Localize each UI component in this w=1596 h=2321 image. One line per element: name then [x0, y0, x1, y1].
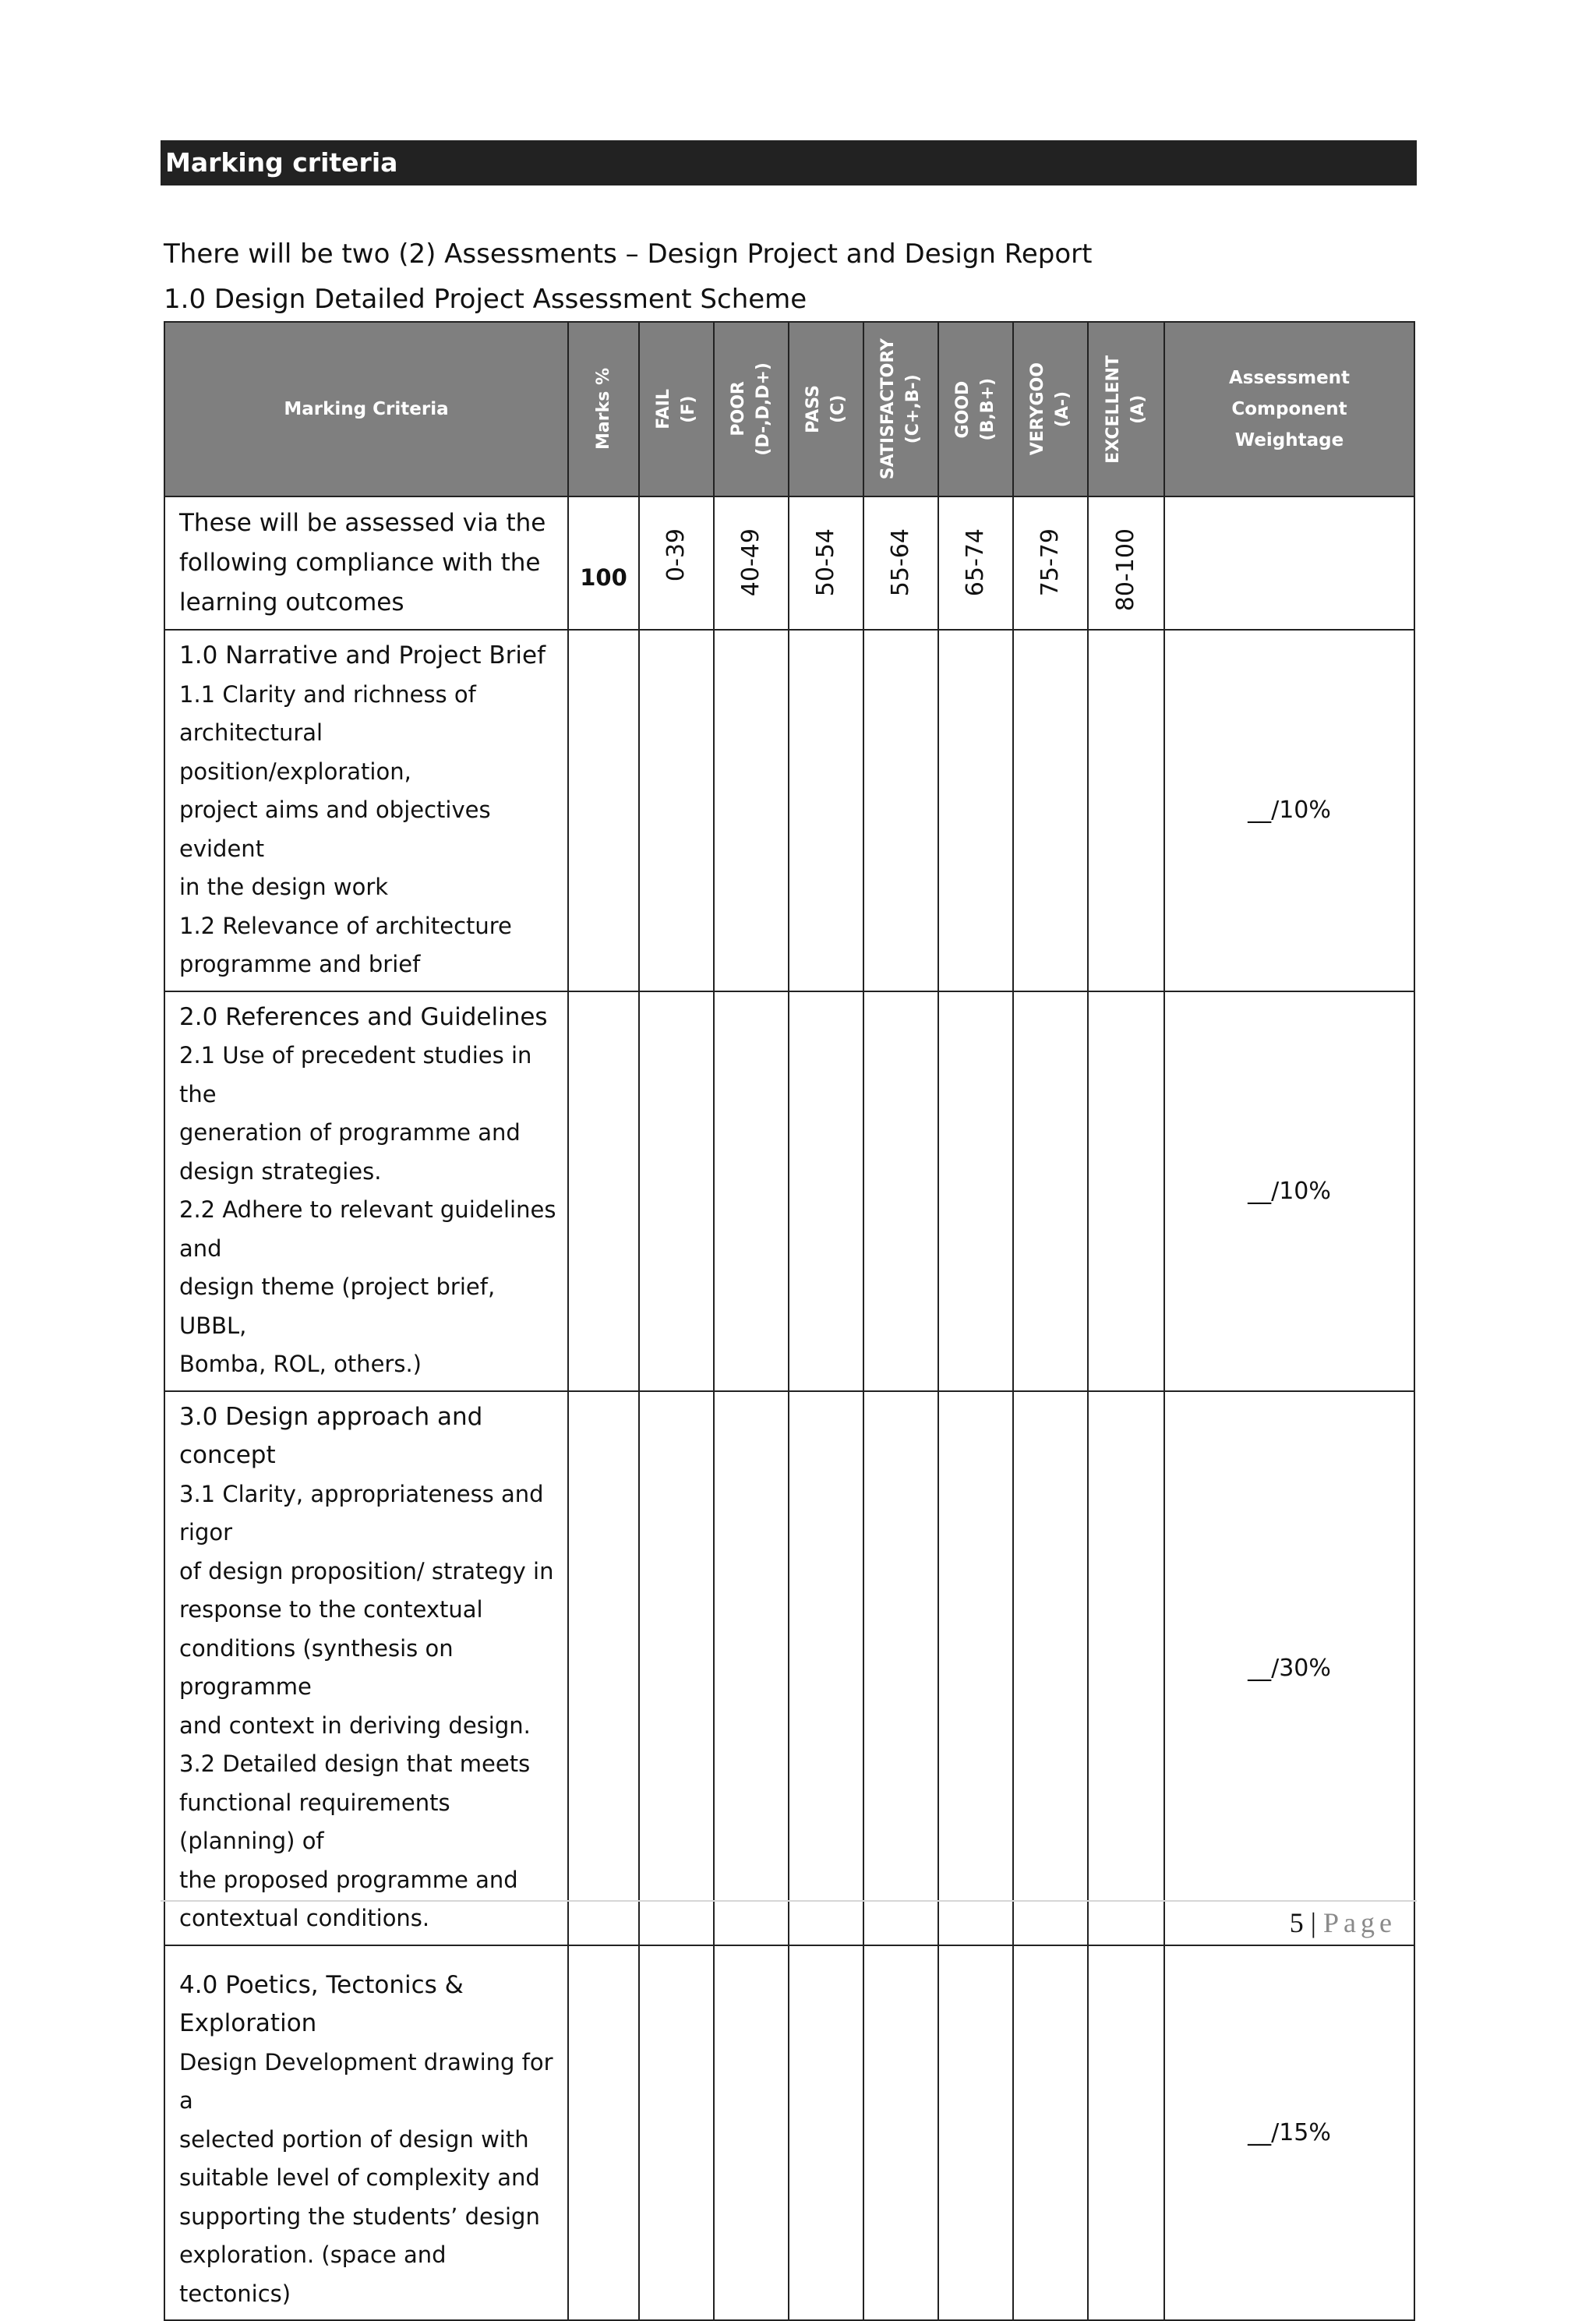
criteria-cell: 4.0 Poetics, Tectonics & Exploration Design Development drawing for a selected portion of design with suitable level of complexity and supporting the students’ design exploration. (space and tectonics)	[164, 1945, 568, 2321]
header-satisfactory: SATISFACTORY (C+,B-)	[863, 322, 938, 496]
empty-cell[interactable]	[714, 1945, 789, 2321]
header-good: GOOD (B,B+)	[938, 322, 1013, 496]
header-poor: POOR (D-,D,D+)	[714, 322, 789, 496]
table-row	[164, 991, 1414, 1391]
criteria-cell: 1.0 Narrative and Project Brief 1.1 Clarity and richness of architectural position/exploration, project aims and objectives evident in the design work 1.2 Relevance of architecture programme and brief	[164, 630, 568, 991]
empty-cell[interactable]	[789, 1945, 863, 2321]
weightage-cell: __/10%	[1164, 991, 1414, 1391]
table-row	[164, 1391, 1414, 1945]
footer-rule	[161, 1900, 1417, 1902]
weightage-cell: __/30%	[1164, 1391, 1414, 1945]
header-verygood: VERYGOO (A-)	[1013, 322, 1088, 496]
intro-line-1: There will be two (2) Assessments – Design Project and Design Report	[164, 238, 1093, 270]
table-row-learning-outcomes	[164, 496, 1414, 630]
empty-cell[interactable]	[639, 1391, 714, 1945]
empty-cell[interactable]	[639, 1945, 714, 2321]
empty-cell[interactable]	[938, 1945, 1013, 2321]
empty-cell[interactable]	[1088, 630, 1164, 991]
empty-cell[interactable]	[1088, 1391, 1164, 1945]
range-excellent: 80-100	[1088, 496, 1164, 630]
empty-cell[interactable]	[789, 1391, 863, 1945]
empty-cell[interactable]	[789, 630, 863, 991]
empty-cell[interactable]	[938, 630, 1013, 991]
header-excellent: EXCELLENT (A)	[1088, 322, 1164, 496]
intro-row-text: These will be assessed via the following compliance with the learning outcomes	[164, 496, 568, 630]
header-marks: Marks %	[568, 322, 639, 496]
empty-cell[interactable]	[863, 1945, 938, 2321]
empty-cell[interactable]	[568, 1391, 639, 1945]
empty-cell[interactable]	[863, 991, 938, 1391]
range-verygood: 75-79	[1013, 496, 1088, 630]
header-weightage: Assessment Component Weightage	[1164, 322, 1414, 496]
criteria-cell: 2.0 References and Guidelines 2.1 Use of precedent studies in the generation of programme and design strategies. 2.2 Adhere to relevant guidelines and design theme (project brief, UBBL, Bomba, ROL, others.)	[164, 991, 568, 1391]
empty-cell[interactable]	[1088, 991, 1164, 1391]
empty-cell[interactable]	[863, 1391, 938, 1945]
weightage-cell: __/10%	[1164, 630, 1414, 991]
empty-cell[interactable]	[938, 991, 1013, 1391]
header-marking-criteria: Marking Criteria	[164, 322, 568, 496]
range-fail: 0-39	[639, 496, 714, 630]
criteria-cell: 3.0 Design approach and concept 3.1 Clarity, appropriateness and rigor of design proposition/ strategy in response to the contextual conditions (synthesis on programme and context in deriving design. 3.2 Detailed design that meets functional requirements (planning) of the proposed programme and contextual conditions.	[164, 1391, 568, 1945]
empty-cell[interactable]	[568, 991, 639, 1391]
section-banner	[161, 140, 1417, 185]
empty-cell[interactable]	[639, 991, 714, 1391]
empty-cell[interactable]	[714, 630, 789, 991]
empty-cell[interactable]	[714, 991, 789, 1391]
assessment-scheme-table	[164, 321, 1415, 2321]
scheme-title: 1.0 Design Detailed Project Assessment Scheme	[164, 284, 807, 315]
empty-cell[interactable]	[714, 1391, 789, 1945]
empty-cell[interactable]	[789, 991, 863, 1391]
empty-cell[interactable]	[1013, 1391, 1088, 1945]
range-good: 65-74	[938, 496, 1013, 630]
weightage-cell: __/15%	[1164, 1945, 1414, 2321]
header-fail: FAIL (F)	[639, 322, 714, 496]
range-poor: 40-49	[714, 496, 789, 630]
empty-cell[interactable]	[938, 1391, 1013, 1945]
empty-cell[interactable]	[1088, 1945, 1164, 2321]
table-row	[164, 630, 1414, 991]
empty-cell[interactable]	[1013, 1945, 1088, 2321]
empty-cell[interactable]	[863, 630, 938, 991]
header-pass: PASS (C)	[789, 322, 863, 496]
marks-total: 100	[568, 496, 639, 630]
range-satisfactory: 55-64	[863, 496, 938, 630]
empty-cell[interactable]	[639, 630, 714, 991]
intro-row-weight-empty	[1164, 496, 1414, 630]
empty-cell[interactable]	[1013, 630, 1088, 991]
table-row	[164, 1945, 1414, 2321]
empty-cell[interactable]	[568, 630, 639, 991]
page-label: Page	[1323, 1907, 1396, 1938]
page-number: 5	[1289, 1907, 1304, 1938]
range-pass: 50-54	[789, 496, 863, 630]
empty-cell[interactable]	[1013, 991, 1088, 1391]
page-footer	[1290, 1906, 1396, 1939]
banner-title: Marking criteria	[165, 147, 398, 178]
table-header-row	[164, 322, 1414, 496]
page-separator: |	[1310, 1907, 1317, 1938]
empty-cell[interactable]	[568, 1945, 639, 2321]
